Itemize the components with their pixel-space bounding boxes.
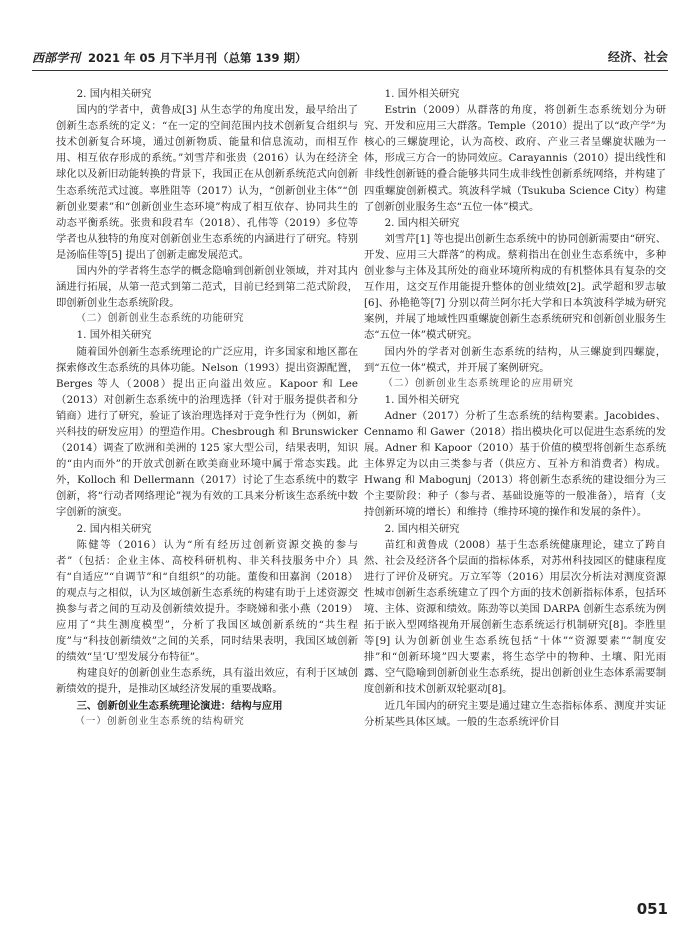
- paragraph: Estrin（2009）从群落的角度，将创新生态系统划分为研究、开发和应用三大群落。Temple（2010）提出了以“政产学”为核心的三螺旋理论，认为高校、政府、产业三者呈螺旋状融为一体，形成三方合一的协同效应。Carayannis（2010）提出线性和非线性创新链的叠合能够共同生成非线性创新系统网络，并构建了四重螺旋创新模式。筑波科学城（Tsukuba Science City）构建了创新创业服务生态“五位一体”模式。: [364, 104, 666, 213]
- section-heading: （二）创新创业生态系统理论的应用研究: [383, 377, 574, 389]
- section-label: 经济、社会: [607, 50, 668, 64]
- page-number: 051: [636, 900, 668, 918]
- section-heading: 1. 国外相关研究: [76, 329, 152, 342]
- paragraph: 刘雪芹[1] 等也提出创新生态系统中的协同创新需要由“研究、开发、应用三大群落”的构成。蔡莉指出在创业生态系统中，多种创业参与主体及其所处的商业环境所构成的有机整体具有复杂的交互作用，这交互作用能提升整体的创业绩效[2]。武学超和罗志敏[6]、孙艳艳等[7] 分别以荷兰阿尔托大学和日本筑波科学城为研究案例，并展了地域性四重螺旋创新生态系统研究和创新创业服务生态“五位一体”模式研究。: [364, 232, 666, 342]
- paragraph: 近几年国内的研究主要是通过建立生态指标体系、测度并实证分析某些具体区域。一般的生态系统评价目: [364, 699, 666, 728]
- paragraph: 苗红和黄鲁成（2008）基于生态系统健康理论，建立了跨自然、社会及经济各个层面的指标体系，对苏州科技园区的健康程度进行了评价及研究。万立军等（2016）用层次分析法对测度资源性城市创新生态系统建立了四个方面的技术创新指标体系，包括环境、主体、资源和绩效。陈劲等以美国 DARPA 创新生态系统为例拓于嵌入型网络视角开展创新生态系统运行机制研究[8]。李胜里等[9] 认为创新创业生态系统包括“十体”“资源要素”“制度安排”和“创新环境”四大要素，将生态学中的物种、土壤、阳光雨露、空气隐喻到创新创业生态系统，提出创新创业生态体系需要制度创新和技术创新双轮驱动[8]。: [364, 538, 666, 696]
- journal-logo: 西部学刊: [32, 51, 81, 65]
- section-heading: 三、创新创业生态系统理论演进：结构与应用: [76, 699, 283, 712]
- paragraph: 国内外的学者对创新生态系统的结构，从三螺旋到四螺旋，到“五位一体”模式，并开展了案例研究。: [364, 345, 666, 374]
- paragraph: 构建良好的创新创业生态系统，具有溢出效应，有利于区域创新绩效的提升，是推动区域经济发展的重要战略。: [56, 667, 358, 696]
- issue-info: 2021 年 05 月下半月刊（总第 139 期）: [88, 51, 307, 65]
- paragraph: 随着国外创新生态系统理论的广泛应用，许多国家和地区都在探索修改生态系统的具体功能。Nelson（1993）提出资源配置，Berges 等人（2008）提出正向溢出效应。Kapoor 和 Lee（2013）对创新生态系统中的治理选择（针对于服务提供者和分销商）进行了研究，验证了该治理选择对于竞争性行为（例如，新兴科技的研发应用）的塑造作用。Chesbrough 和 Brunswicker（2014）调查了欧洲和美洲的 125 家大型公司，结果表明，知识的“由内而外”的开放式创新在欧美商业环境中属于常态实践。此外，Kolloch 和 Dellermann（2017）讨论了生态系统中的数字创新，将“行动者网络理论”视为有效的工具来分析该生态系统中数字创新的演变。: [56, 345, 358, 519]
- section-heading: 2. 国内相关研究: [384, 216, 460, 229]
- section-heading: 2. 国内相关研究: [76, 88, 152, 100]
- right-column: [364, 86, 666, 730]
- running-header: [32, 48, 668, 71]
- left-column: [56, 86, 358, 730]
- section-heading: （二）创新创业生态系统的功能研究: [76, 313, 244, 325]
- section-heading: 1. 国外相关研究: [384, 393, 460, 406]
- section-heading: 2. 国内相关研究: [76, 522, 152, 535]
- section-heading: 2. 国内相关研究: [384, 522, 460, 535]
- paragraph: 国内的学者中，黄鲁成[3] 从生态学的角度出发，最早给出了创新生态系统的定义：“在一定的空间范围内技术创新复合组织与技术创新复合环境，通过创新物质、能量和信息流动，而相互作用、相互依存形成的系统。”刘雪芹和张贵（2016）认为在经济全球化以及新旧动能转换的背景下，我国正在从创新系统范式向创新生态系统范式过渡。辜胜阻等（2017）认为，“创新创业主体”“创新创业要素”和“创新创业生态环境”构成了相互依存、协同共生的动态平衡系统。张贵和段君车（2018）、孔伟等（2019）多位等学者也从独特的角度对创新创业生态系统的内涵进行了研究。特别是汤临佳等[5] 提出了创新走廊发展范式。: [56, 104, 358, 261]
- section-heading: （一）创新创业生态系统的结构研究: [75, 715, 245, 727]
- paragraph: 陈健等（2016）认为“所有经历过创新资源交换的参与者”（包括：企业主体、高校科研机构、非关科技服务中介）具有“自适应”“自调节”和“自组织”的功能。董俊和田嘉润（2018）的观点与之相似，认为区域创新生态系统的构建有助于上述资源交换参与者之间的互动及创新绩效提升。李晓娣和张小燕（2019）应用了“共生测度模型”，分析了我国区域创新系统的“共生程度”与“科技创新绩效”之间的关系，同时结果表明，我国区域创新的绩效“呈‘U’型发展分布特征”。: [56, 538, 358, 664]
- journal-issue-line: [32, 49, 307, 66]
- section-heading: 1. 国外相关研究: [384, 88, 460, 100]
- paragraph: Adner（2017）分析了生态系统的结构要素。Jacobides、Cennamo 和 Gawer（2018）指出模块化可以促进生态系统的发展。Adner 和 Kapoor（2010）基于价值的模型将创新生态系统主体界定为以由三类参与者（供应方、互补方和消费者）构成。Hwang 和 Mabogunj（2013）将创新生态系统的建设细分为三个主要阶段：种子（参与者、基础设施等的一般准备），培育（支持创新环境的增长）和维持（维持环境的操作和发展的条件）。: [364, 409, 666, 519]
- paragraph: 国内外的学者将生态学的概念隐喻到创新创业领域，并对其内涵进行拓展，从第一范式到第二范式，目前已经到第二范式阶段，即创新创业生态系统阶段。: [56, 265, 358, 310]
